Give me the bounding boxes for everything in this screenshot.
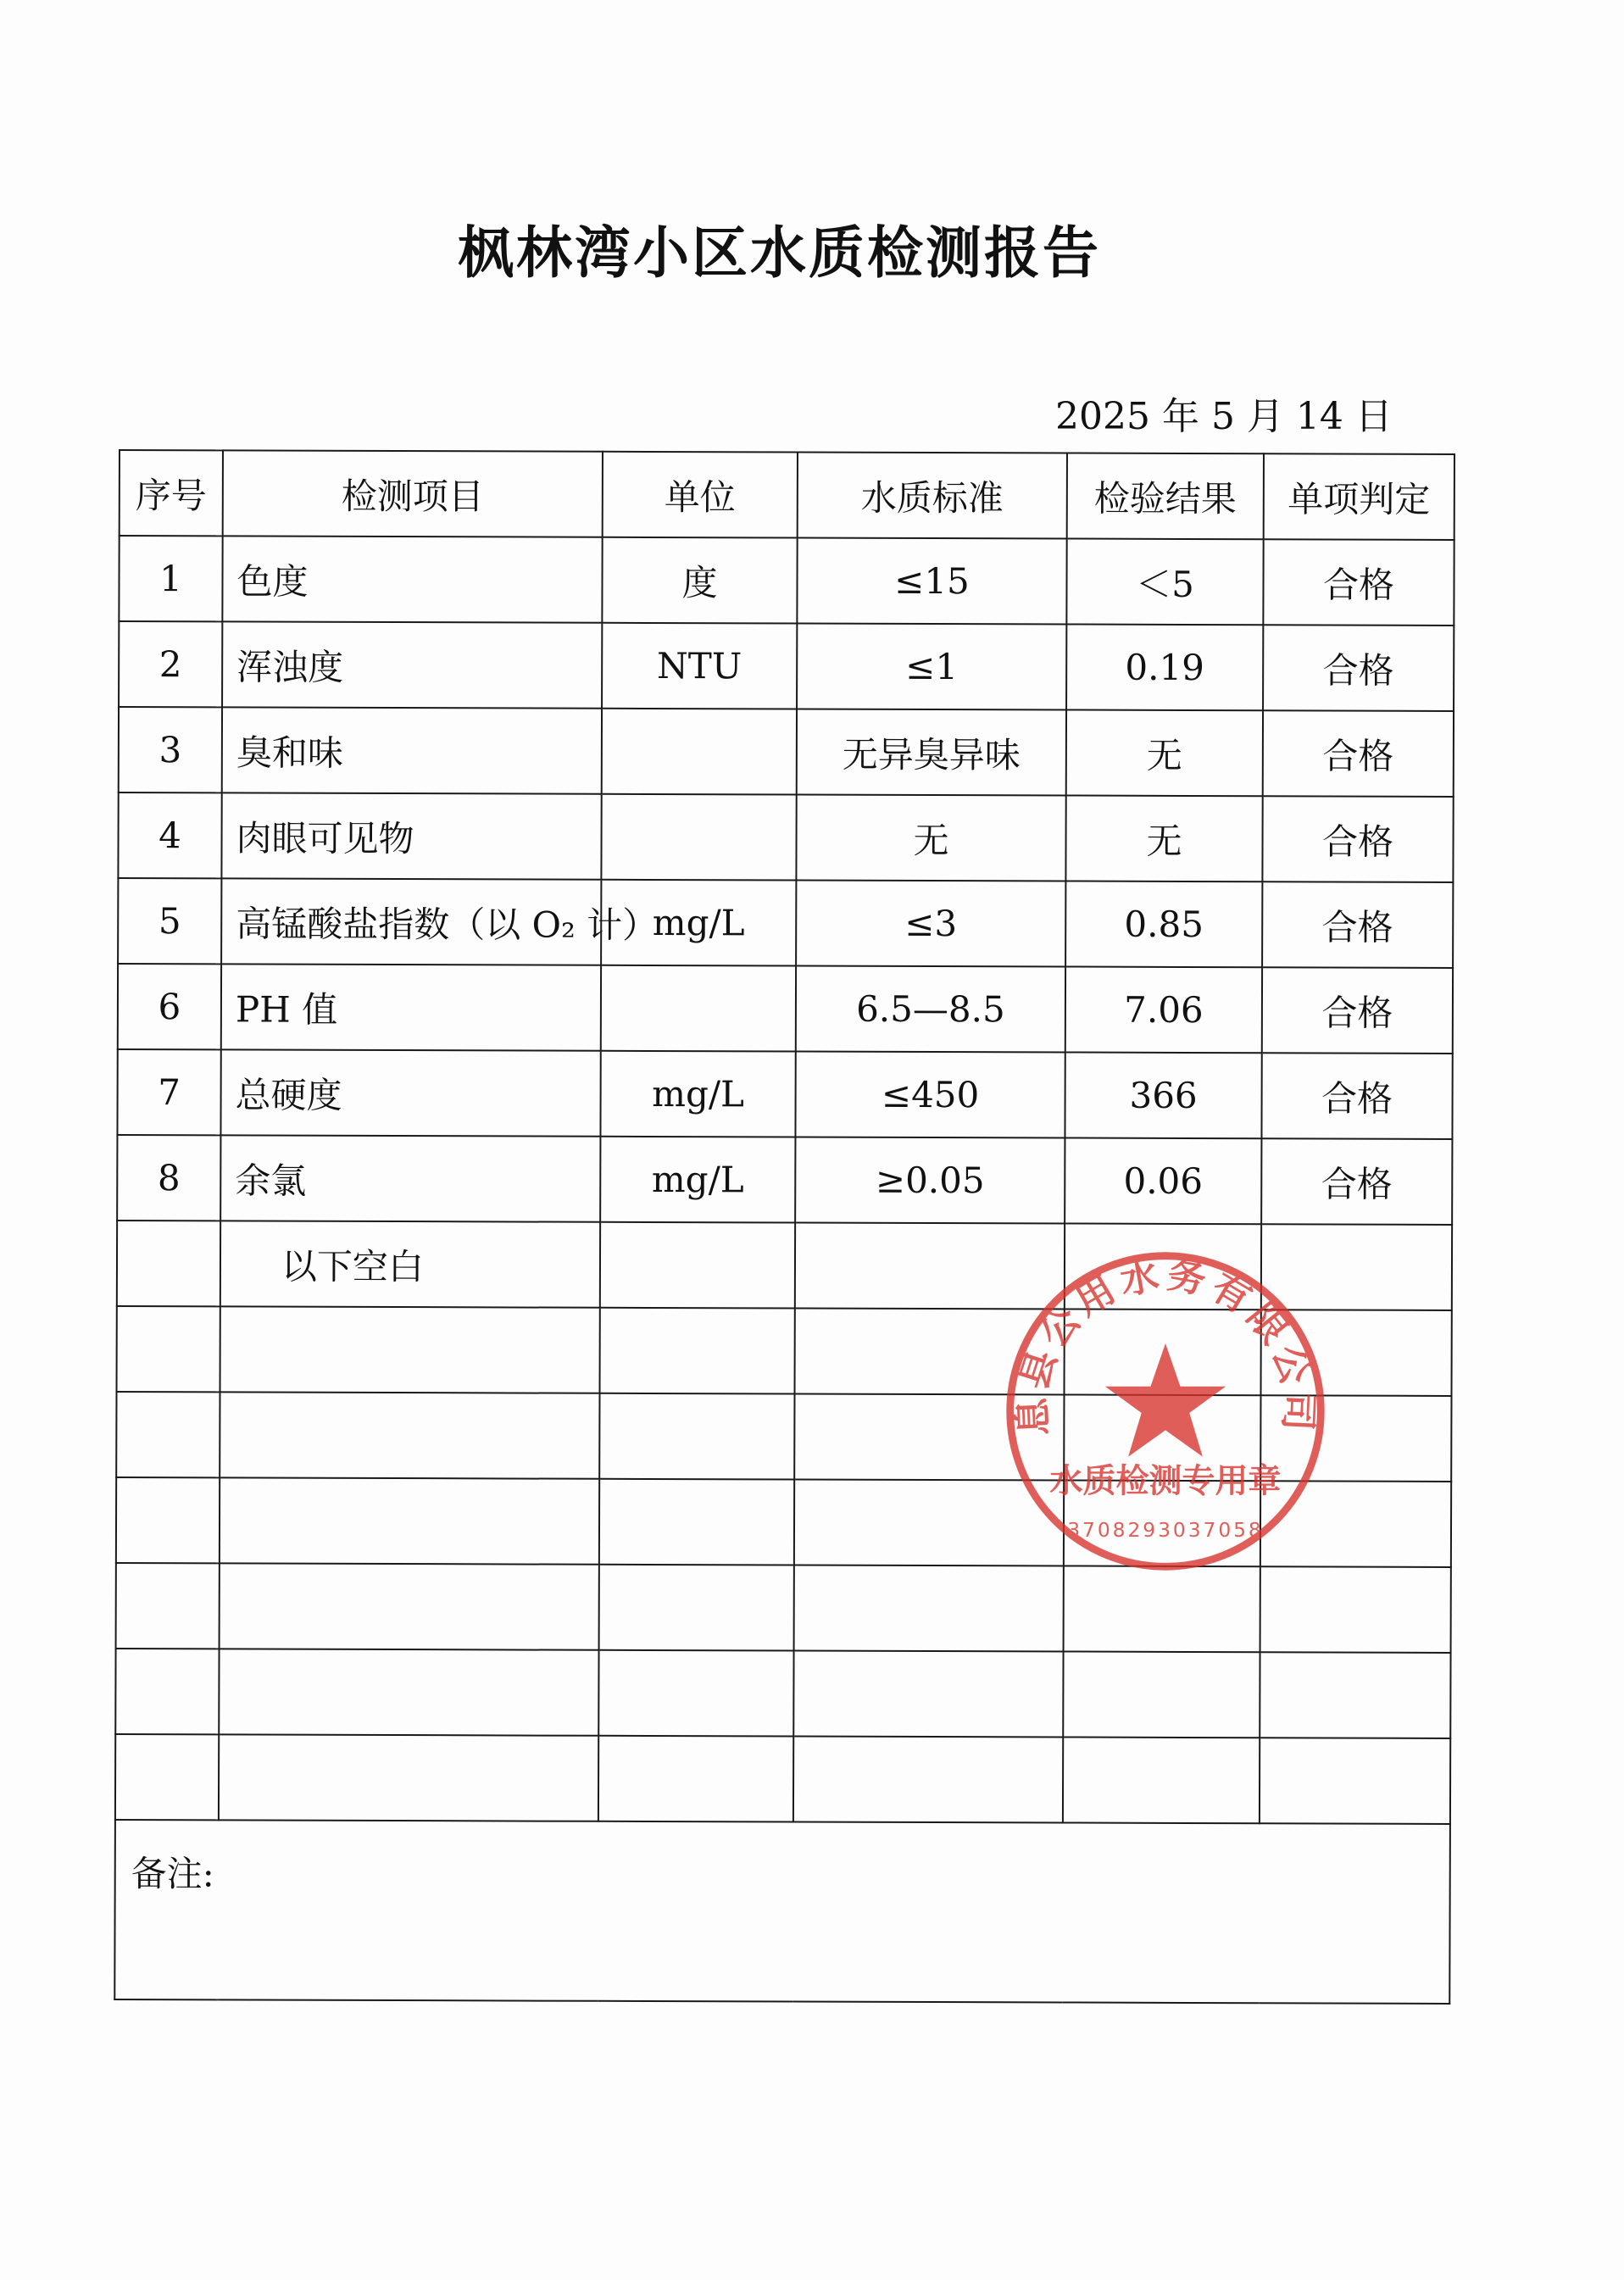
empty-cell bbox=[1064, 1395, 1260, 1482]
remarks-row bbox=[114, 1820, 1450, 2004]
row-unit: mg/L bbox=[600, 1137, 795, 1223]
row-item: 总硬度 bbox=[220, 1049, 600, 1136]
empty-cell bbox=[117, 1306, 220, 1392]
empty-cell bbox=[600, 1222, 795, 1309]
blank-note-cell bbox=[220, 1221, 600, 1307]
row-verdict: 合格 bbox=[1263, 625, 1454, 711]
row-serial: 3 bbox=[119, 707, 222, 792]
remarks-label: 备注: bbox=[131, 1853, 214, 1895]
row-standard: 6.5—8.5 bbox=[796, 966, 1065, 1053]
blank-note: 以下空白 bbox=[281, 1245, 425, 1287]
table-row-empty bbox=[116, 1563, 1451, 1653]
row-serial: 2 bbox=[119, 621, 222, 707]
row-verdict: 合格 bbox=[1262, 967, 1453, 1054]
empty-cell bbox=[598, 1736, 793, 1822]
empty-cell bbox=[1063, 1738, 1260, 1824]
seal-purpose: 水质检测专用章 bbox=[1049, 1462, 1282, 1501]
empty-cell bbox=[116, 1477, 220, 1563]
row-unit: mg/L bbox=[600, 1051, 795, 1137]
table-row-blank-note bbox=[117, 1221, 1452, 1310]
row-unit: NTU bbox=[602, 623, 797, 709]
empty-cell bbox=[1261, 1224, 1452, 1310]
empty-cell bbox=[1260, 1566, 1451, 1653]
empty-cell bbox=[1260, 1310, 1451, 1396]
empty-cell bbox=[1260, 1738, 1450, 1824]
row-verdict: 合格 bbox=[1261, 1138, 1452, 1225]
row-item: 色度 bbox=[222, 536, 602, 622]
seal-company-name: 息县公用水务有限公司 bbox=[1009, 1251, 1322, 1438]
row-result: 无 bbox=[1066, 710, 1263, 797]
header-verdict: 单项判定 bbox=[1264, 453, 1454, 540]
empty-cell bbox=[116, 1392, 220, 1477]
row-result: 0.85 bbox=[1065, 881, 1262, 968]
empty-cell bbox=[793, 1737, 1063, 1823]
row-verdict: 合格 bbox=[1263, 710, 1454, 797]
empty-cell bbox=[1260, 1395, 1451, 1482]
empty-cell bbox=[1260, 1652, 1450, 1738]
row-result: 0.06 bbox=[1065, 1138, 1261, 1225]
row-standard: ≥0.05 bbox=[795, 1137, 1065, 1224]
row-standard: ≤15 bbox=[797, 538, 1066, 625]
row-serial: 7 bbox=[117, 1049, 220, 1135]
table-row bbox=[118, 792, 1453, 882]
row-serial: 5 bbox=[118, 878, 221, 964]
row-standard: 无 bbox=[796, 795, 1065, 881]
empty-cell bbox=[1260, 1481, 1451, 1567]
empty-cell bbox=[115, 1649, 219, 1734]
empty-cell bbox=[598, 1650, 793, 1737]
empty-cell bbox=[1063, 1652, 1260, 1738]
empty-cell bbox=[599, 1565, 794, 1651]
empty-cell bbox=[117, 1221, 220, 1306]
row-unit bbox=[602, 709, 797, 795]
empty-cell bbox=[220, 1306, 600, 1393]
empty-cell bbox=[794, 1565, 1064, 1652]
row-item: PH 值 bbox=[221, 964, 601, 1050]
row-result: 无 bbox=[1065, 796, 1262, 882]
empty-cell bbox=[794, 1480, 1064, 1566]
report-date: 2025 年 5 月 14 日 bbox=[1055, 395, 1393, 438]
empty-cell bbox=[600, 1308, 795, 1394]
table-row-empty bbox=[115, 1734, 1450, 1824]
table-row bbox=[119, 621, 1454, 711]
table-row bbox=[117, 1049, 1452, 1139]
table-header-row bbox=[120, 450, 1454, 540]
empty-cell bbox=[1064, 1566, 1260, 1653]
table-row bbox=[118, 878, 1453, 968]
row-item: 浑浊度 bbox=[222, 621, 602, 708]
row-item: 肉眼可见物 bbox=[221, 792, 601, 879]
empty-cell bbox=[115, 1734, 219, 1820]
remarks-cell bbox=[114, 1820, 1450, 2004]
header-test-item: 检测项目 bbox=[223, 450, 603, 537]
header-serial: 序号 bbox=[120, 450, 223, 536]
row-serial: 4 bbox=[118, 792, 221, 878]
empty-cell bbox=[793, 1651, 1063, 1738]
row-item: 高锰酸盐指数（以 O₂ 计） bbox=[221, 878, 601, 965]
seal-code: 3708293037058 bbox=[1067, 1518, 1264, 1543]
row-serial: 6 bbox=[118, 964, 221, 1049]
row-verdict: 合格 bbox=[1261, 1053, 1452, 1139]
empty-cell bbox=[220, 1477, 599, 1564]
table-row bbox=[119, 707, 1454, 797]
empty-cell bbox=[220, 1392, 599, 1478]
table-row-empty bbox=[115, 1649, 1450, 1738]
row-standard: ≤1 bbox=[797, 624, 1066, 710]
report-title: 枫林湾小区水质检测报告 bbox=[458, 220, 1101, 286]
row-result: 7.06 bbox=[1065, 967, 1262, 1054]
empty-cell bbox=[220, 1563, 599, 1649]
empty-cell bbox=[1064, 1481, 1260, 1567]
empty-cell bbox=[794, 1394, 1064, 1481]
row-verdict: 合格 bbox=[1262, 881, 1453, 968]
table-row-empty bbox=[117, 1306, 1452, 1396]
row-standard: 无异臭异味 bbox=[797, 709, 1066, 796]
empty-cell bbox=[795, 1223, 1065, 1310]
empty-cell bbox=[219, 1649, 598, 1735]
row-unit bbox=[601, 794, 796, 881]
table-row bbox=[117, 1135, 1452, 1225]
empty-cell bbox=[1065, 1310, 1261, 1396]
empty-cell bbox=[219, 1734, 598, 1821]
empty-cell bbox=[599, 1393, 794, 1480]
row-result: 0.19 bbox=[1066, 625, 1263, 711]
row-unit: mg/L bbox=[601, 880, 796, 966]
empty-cell bbox=[116, 1563, 220, 1649]
row-result: 366 bbox=[1065, 1053, 1261, 1139]
header-standard: 水质标准 bbox=[798, 453, 1067, 539]
table-row-empty bbox=[116, 1477, 1451, 1567]
row-item: 臭和味 bbox=[222, 707, 602, 793]
empty-cell bbox=[795, 1309, 1065, 1395]
row-unit: 度 bbox=[602, 537, 797, 624]
table-row-empty bbox=[116, 1392, 1451, 1482]
empty-cell bbox=[1065, 1224, 1261, 1310]
row-unit bbox=[601, 965, 796, 1052]
row-serial: 8 bbox=[117, 1135, 220, 1221]
row-verdict: 合格 bbox=[1262, 796, 1453, 882]
header-result: 检验结果 bbox=[1067, 453, 1264, 540]
table-row bbox=[118, 964, 1453, 1054]
row-verdict: 合格 bbox=[1263, 539, 1454, 626]
table-row bbox=[119, 536, 1454, 626]
empty-cell bbox=[599, 1479, 794, 1565]
row-standard: ≤450 bbox=[795, 1052, 1065, 1138]
header-unit: 单位 bbox=[603, 452, 798, 538]
row-serial: 1 bbox=[119, 536, 222, 621]
test-results-table bbox=[114, 449, 1455, 2005]
row-item: 余氯 bbox=[220, 1135, 600, 1221]
row-result: ＜5 bbox=[1066, 539, 1263, 626]
row-standard: ≤3 bbox=[796, 881, 1065, 967]
